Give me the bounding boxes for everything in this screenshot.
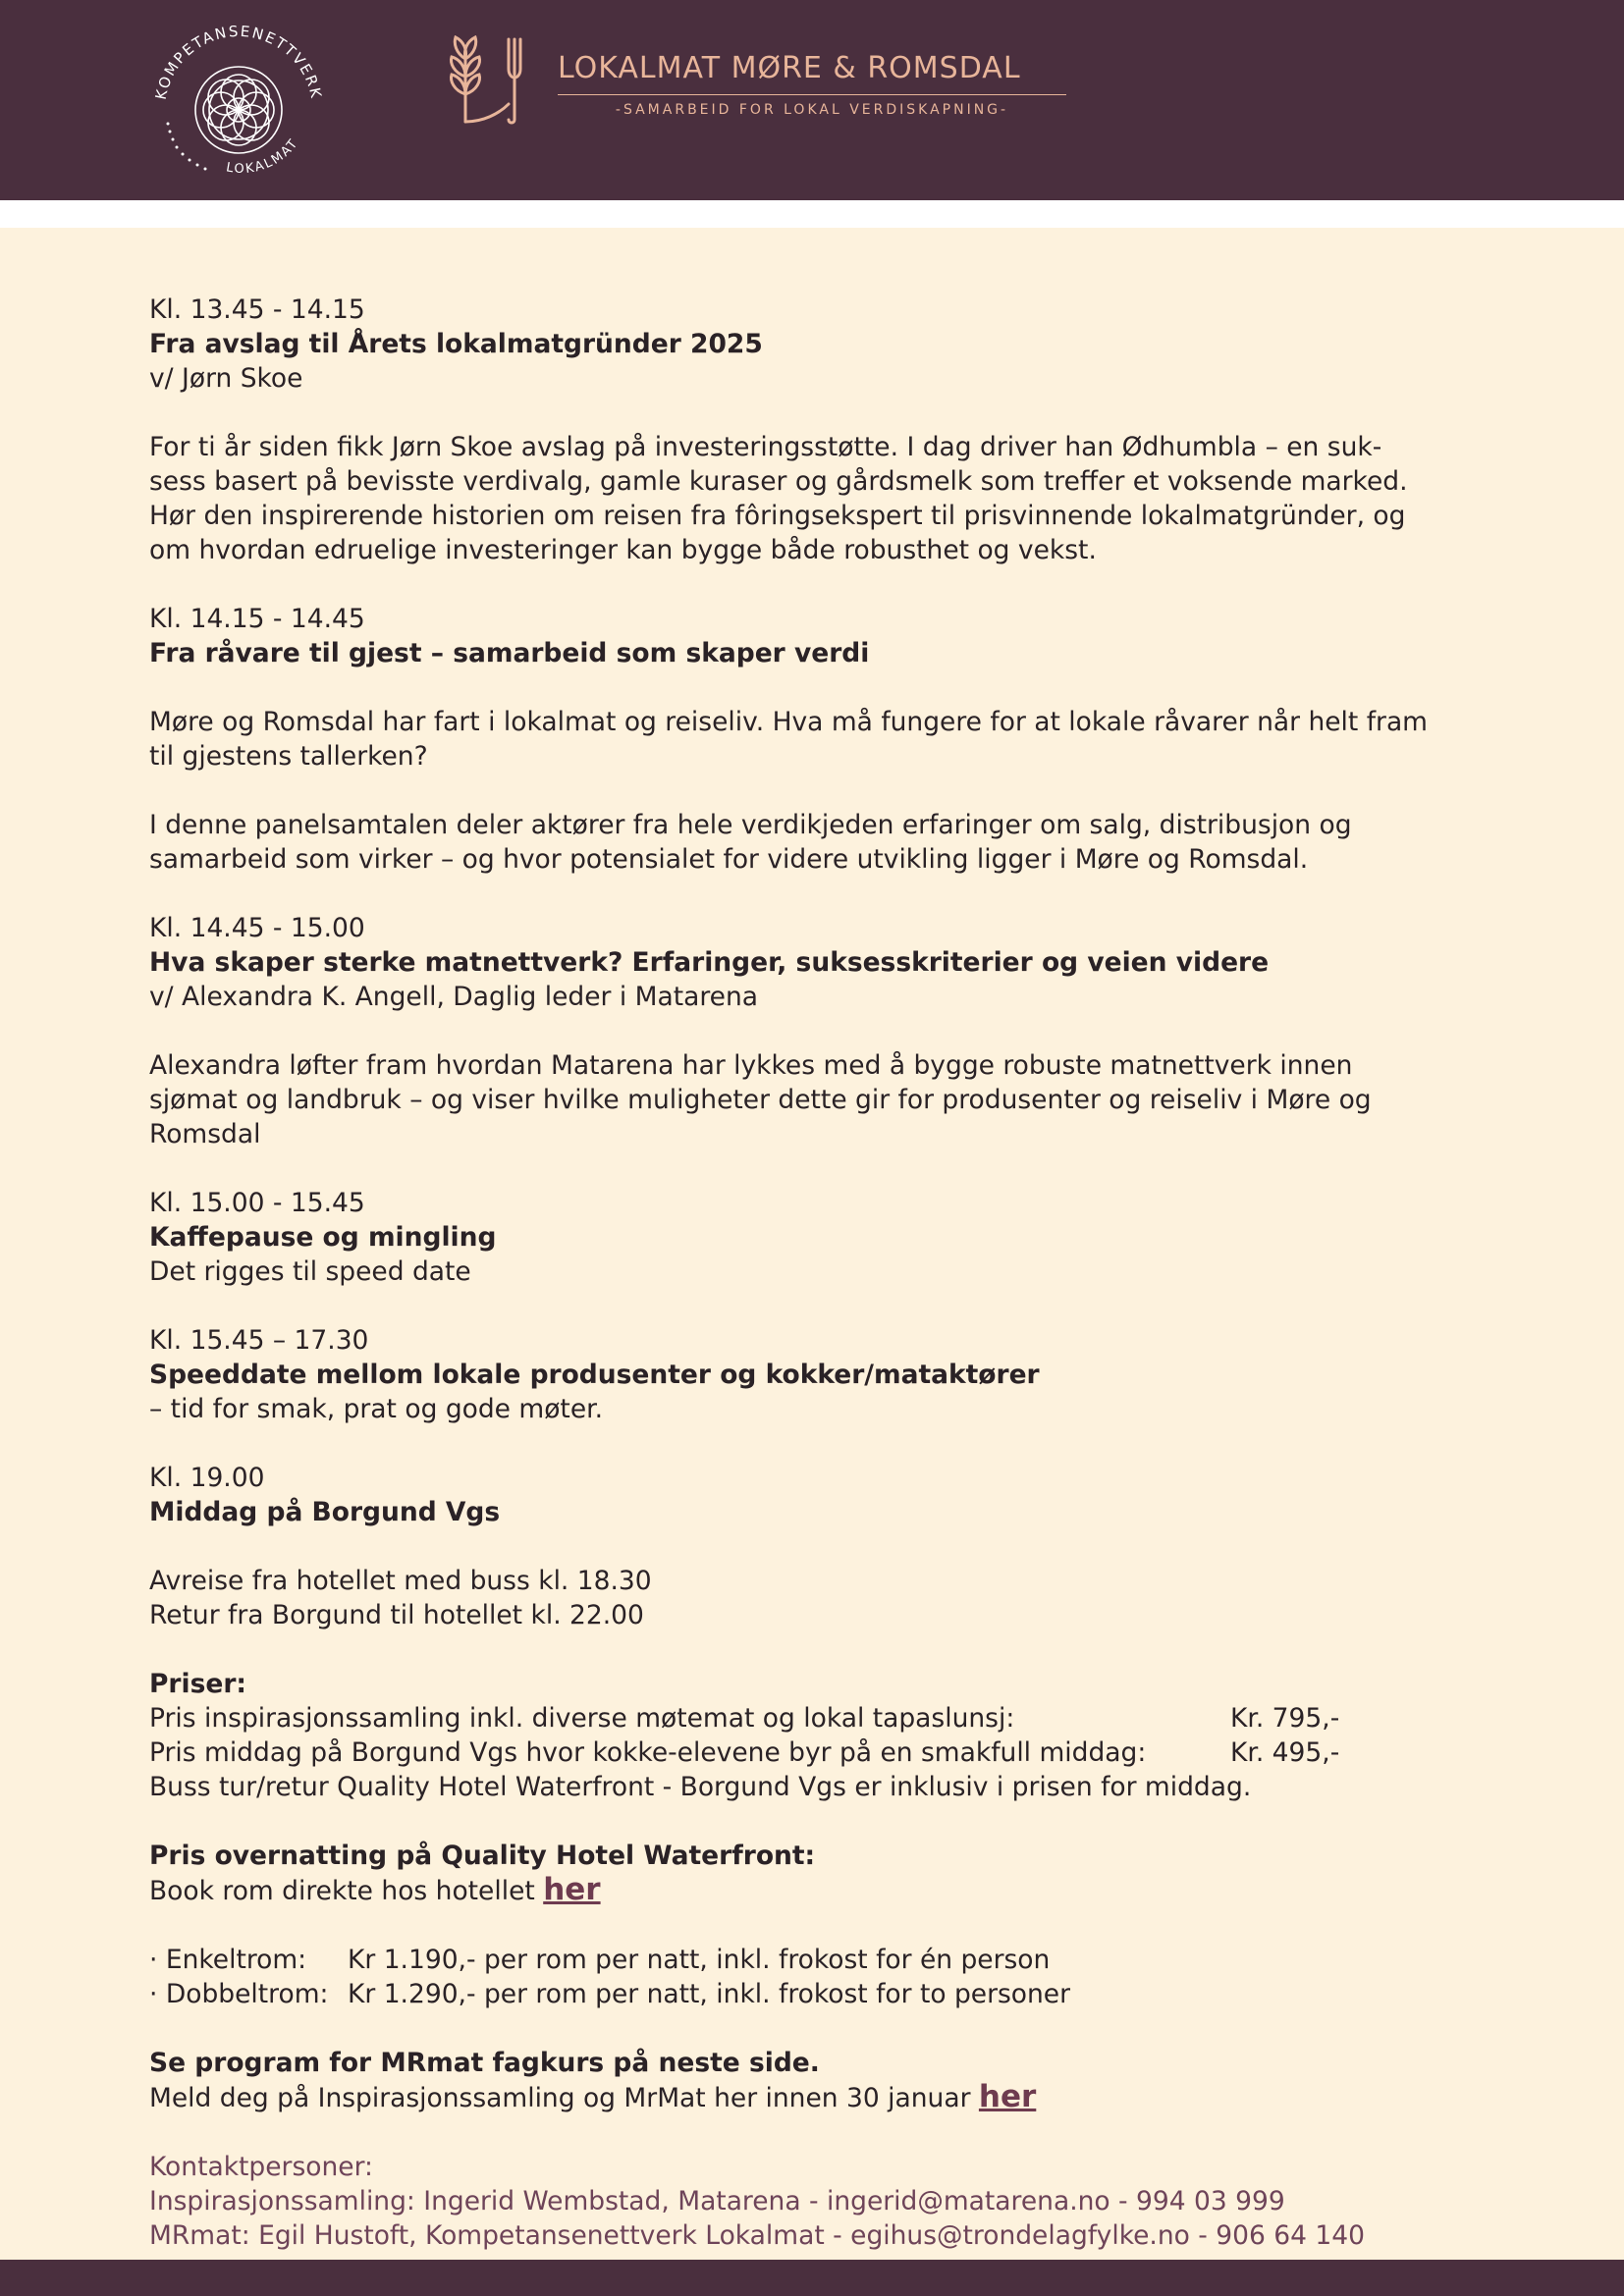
svg-text:LOKALMAT xyxy=(225,135,301,177)
program-body-line: For ti år siden fikk Jørn Skoe avslag på investeringsstøtte. I dag driver han Ødhumbla – en suk- xyxy=(149,432,1382,462)
program-content xyxy=(149,293,1494,2253)
program-speaker: Det rigges til speed date xyxy=(149,1256,471,1287)
svg-text:KOMPETANSENETTVERK xyxy=(152,23,326,101)
program-speaker: – tid for smak, prat og gode møter. xyxy=(149,1394,604,1424)
program-body-line: Romsdal xyxy=(149,1119,261,1149)
program-time: Kl. 15.00 - 15.45 xyxy=(149,1188,365,1218)
program-title: Fra råvare til gjest – samarbeid som skaper verdi xyxy=(149,638,870,668)
program-time: Kl. 14.45 - 15.00 xyxy=(149,913,365,943)
kompetansenettverk-seal-icon xyxy=(143,14,334,190)
program-body-line: til gjestens tallerken? xyxy=(149,741,428,772)
program-body-line: sess basert på bevisste verdivalg, gamle kuraser og gårdsmelk som treffer et voksende marked. xyxy=(149,466,1408,497)
program-body-line: Hør den inspirerende historien om reisen fra fôringsekspert til prisvinnende lokalmatgründer, og xyxy=(149,501,1406,531)
signup-text: Meld deg på Inspirasjonssamling og MrMat her innen 30 januar xyxy=(149,2083,979,2113)
room-price: Kr 1.290,- per rom per natt, inkl. frokost for to personer xyxy=(348,1979,1071,2009)
contacts-heading: Kontaktpersoner: xyxy=(149,2152,373,2182)
signup-link[interactable]: her xyxy=(978,2079,1037,2114)
program-body-line: Retur fra Borgund til hotellet kl. 22.00 xyxy=(149,1600,644,1630)
program-time: Kl. 13.45 - 14.15 xyxy=(149,294,365,325)
price-amount: Kr. 495,- xyxy=(1230,1737,1340,1768)
seal-text-bottom: LOKALMAT xyxy=(225,135,302,178)
signup-line xyxy=(149,2080,1494,2115)
prices-note: Buss tur/retur Quality Hotel Waterfront - Borgund Vgs er inklusiv i prisen for middag. xyxy=(149,1772,1252,1802)
header-divider-strip xyxy=(0,200,1624,228)
room-price-row xyxy=(149,1977,1494,2011)
program-body-line: Alexandra løfter fram hvordan Matarena har lykkes med å bygge robuste matnettverk innen xyxy=(149,1050,1353,1081)
program-body-line: I denne panelsamtalen deler aktører fra hele verdikjeden erfaringer om salg, distribusjon og xyxy=(149,810,1352,840)
hotel-heading: Pris overnatting på Quality Hotel Waterfront: xyxy=(149,1841,816,1871)
hotel-booking-line xyxy=(149,1873,1494,1908)
program-body-line: Møre og Romsdal har fart i lokalmat og reiseliv. Hva må fungere for at lokale råvarer når helt fram xyxy=(149,707,1428,737)
seal-text-top: KOMPETANSENETTVERK xyxy=(151,22,326,102)
brand-subtitle: -SAMARBEID FOR LOKAL VERDISKAPNING- xyxy=(615,102,1009,118)
brand-title: LOKALMAT MØRE & ROMSDAL xyxy=(558,51,1021,85)
price-label: Pris middag på Borgund Vgs hvor kokke-elevene byr på en smakfull middag: xyxy=(149,1737,1147,1768)
program-speaker: v/ Alexandra K. Angell, Daglig leder i Matarena xyxy=(149,982,759,1012)
prices-heading: Priser: xyxy=(149,1669,246,1699)
contact-line: Inspirasjonssamling: Ingerid Wembstad, Matarena - ingerid@matarena.no - 994 03 999 xyxy=(149,2186,1285,2216)
contact-line: MRmat: Egil Hustoft, Kompetansenettverk Lokalmat - egihus@trondelagfylke.no - 906 64 140 xyxy=(149,2220,1365,2251)
signup-heading: Se program for MRmat fagkurs på neste side. xyxy=(149,2048,820,2078)
program-speaker: v/ Jørn Skoe xyxy=(149,363,303,394)
room-price-row xyxy=(149,1943,1494,1977)
program-body-line: om hvordan edruelige investeringer kan bygge både robusthet og vekst. xyxy=(149,535,1097,565)
room-type: · Dobbeltrom: xyxy=(149,1979,329,2009)
program-time: Kl. 14.15 - 14.45 xyxy=(149,604,365,634)
wheat-fork-icon xyxy=(444,35,532,126)
program-title: Hva skaper sterke matnettverk? Erfaringer, suksesskriterier og veien videre xyxy=(149,947,1270,978)
program-title: Fra avslag til Årets lokalmatgründer 2025 xyxy=(149,329,763,359)
price-row xyxy=(149,1735,1494,1770)
program-body-line: Avreise fra hotellet med buss kl. 18.30 xyxy=(149,1566,652,1596)
hotel-booking-text: Book rom direkte hos hotellet xyxy=(149,1876,544,1906)
program-title: Middag på Borgund Vgs xyxy=(149,1497,501,1527)
program-title: Speeddate mellom lokale produsenter og kokker/mataktører xyxy=(149,1360,1040,1390)
price-amount: Kr. 795,- xyxy=(1230,1703,1340,1734)
page-header xyxy=(0,0,1624,200)
room-price: Kr 1.190,- per rom per natt, inkl. frokost for én person xyxy=(348,1945,1051,1975)
program-body-line: samarbeid som virker – og hvor potensialet for videre utvikling ligger i Møre og Romsdal. xyxy=(149,844,1309,875)
program-body-line: sjømat og landbruk – og viser hvilke muligheter dette gir for produsenter og reiseliv i Møre og xyxy=(149,1085,1372,1115)
brand-divider xyxy=(558,94,1066,95)
price-row xyxy=(149,1701,1494,1735)
room-type: · Enkeltrom: xyxy=(149,1945,307,1975)
price-label: Pris inspirasjonssamling inkl. diverse møtemat og lokal tapaslunsj: xyxy=(149,1703,1015,1734)
program-time: Kl. 19.00 xyxy=(149,1463,265,1493)
page-footer xyxy=(0,2260,1624,2296)
hotel-booking-link[interactable]: her xyxy=(543,1872,601,1907)
program-title: Kaffepause og mingling xyxy=(149,1222,497,1253)
program-time: Kl. 15.45 – 17.30 xyxy=(149,1325,369,1356)
